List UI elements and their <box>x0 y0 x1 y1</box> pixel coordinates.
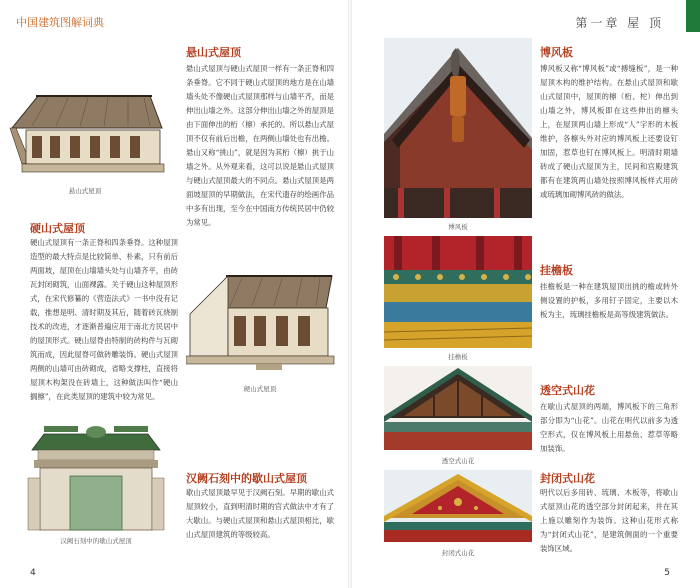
section-title-yingshan: 硬山式屋顶 <box>30 222 85 235</box>
caption-guayan: 挂檐板 <box>448 353 468 361</box>
section-body-fengbi: 明代以后多用砖、琉璃、木板等，将歇山式屋顶山花的透空部分封闭起来，并在其上施以雕刻作为装饰。这种山花形式称为“封闭式山花”，是建筑侧面的一个重要装饰区域。 <box>540 488 678 553</box>
chapter-header: 第一章 屋 顶 <box>575 16 664 30</box>
xuanshan-illustration <box>8 86 166 182</box>
section-title-hanque: 汉阙石刻中的歇山式屋顶 <box>186 472 307 485</box>
section-title-guayan: 挂檐板 <box>540 264 573 277</box>
page-number-left: 4 <box>30 568 36 578</box>
fengbi-photo <box>384 470 532 542</box>
section-body-guayan: 挂檐板是一种在建筑屋顶出挑的檐或转外侧设置的护板，多用钉子固定，主要以木板为主，琉璃挂檐板是高等级建筑做法。 <box>540 282 678 319</box>
section-body-bofeng: 博风板又称“博风板”或“搏缝板”，是一种屋顶木构的维护结构。在悬山式屋顶和歇山式屋顶中，屋顶的檩（桁、柁）伸出到山墙之外，博风板即在这些伸出的檩头上，在屋顶两山墙上形成“人”字形的木板维护，各檩头外对应的博风板上还要设钉加固，惹草也钉在博风板上。明清时期墙砖成了硬山式屋顶为主，民间和宫殿建筑都有在建筑两山墙处按照博风板样式用砖或琉璃加砌博风砖的做法。 <box>540 64 678 199</box>
right-page <box>352 0 700 588</box>
hanque-illustration <box>26 420 166 532</box>
section-title-fengbi: 封闭式山花 <box>540 472 595 485</box>
page-number-right: 5 <box>664 568 670 578</box>
caption-hanque: 汉阙石刻中的歇山式屋顶 <box>60 537 132 545</box>
yingshan-illustration <box>186 268 336 372</box>
bofeng-photo <box>384 38 532 218</box>
caption-xuanshan: 悬山式屋顶 <box>68 187 102 195</box>
caption-yingshan: 硬山式屋顶 <box>243 385 277 393</box>
section-title-xuanshan: 悬山式屋顶 <box>186 46 241 59</box>
section-title-toukong: 透空式山花 <box>540 384 595 397</box>
caption-toukong: 透空式山花 <box>441 457 475 465</box>
section-body-hanque: 歇山式屋顶最早见于汉阙石刻。早期的歇山式屋顶较小，直到明清时期的官式做法中才有了大歇山。与硬山式屋顶和悬山式屋顶相比，歇山式屋顶建筑的等级较高。 <box>186 488 334 539</box>
caption-fengbi: 封闭式山花 <box>441 549 475 557</box>
toukong-photo <box>384 366 532 450</box>
book-title: 中国建筑图解词典 <box>16 16 104 29</box>
guayan-photo <box>384 236 532 348</box>
section-body-xuanshan: 悬山式屋顶与硬山式屋顶一样有一条正脊和四条垂脊。它不同于硬山式屋顶的地方是在山墙墙头处不像硬山式屋顶那样与山墙平齐，而是伸出山墙之外。这部分伸出山墙之外的屋顶是由下面伸出的桁（檩）承托的。所以悬山式屋顶不仅有前后出檐，在两侧山墙处也有出檐。悬山又称“挑山”，就是因为其桁（檩）挑于山墙之外。从外观来看，这可以说是悬山式屋顶与硬山式屋顶最大的不同点。悬山式屋顶是两面坡屋顶的早期做法，在宋代遗存的绘画作品中多有出现，至今在中国南方传统民居中仍较为常见。 <box>186 64 334 227</box>
section-body-yingshan: 硬山式屋顶有一条正脊和四条垂脊。这种屋顶造型的最大特点是比较简单、朴素，只有前后两面坡，屋顶在山墙墙头处与山墙齐平，由砖瓦封闭砌筑，山面裸露。关于硬山这种屋顶形式，在宋代修纂的《营造法式》一书中没有记载，推想是明、清时期及其后，随着砖瓦烧制技术的改进，才逐渐普遍应用于南北方民居中的屋顶形式。硬山屋脊由特制的砖构件与瓦砌筑而成，因此屋脊可做砖雕装饰。硬山式屋顶两侧的山墙可由砖砌成，省略支撑柱，直接将屋顶木构架没在砖墙上，这种做法叫作“硬山搁檩”，在此类屋顶的建筑中较为常见。 <box>30 238 178 401</box>
section-body-toukong: 在歇山式屋顶的两端，博风板下的三角形部分即为“山花”。山花在明代以前多为透空形式，仅在博风板上用悬鱼、惹草等略加装饰。 <box>540 402 678 453</box>
section-title-bofeng: 博风板 <box>540 46 573 59</box>
left-page <box>0 0 348 588</box>
caption-bofeng: 博风板 <box>448 223 468 231</box>
